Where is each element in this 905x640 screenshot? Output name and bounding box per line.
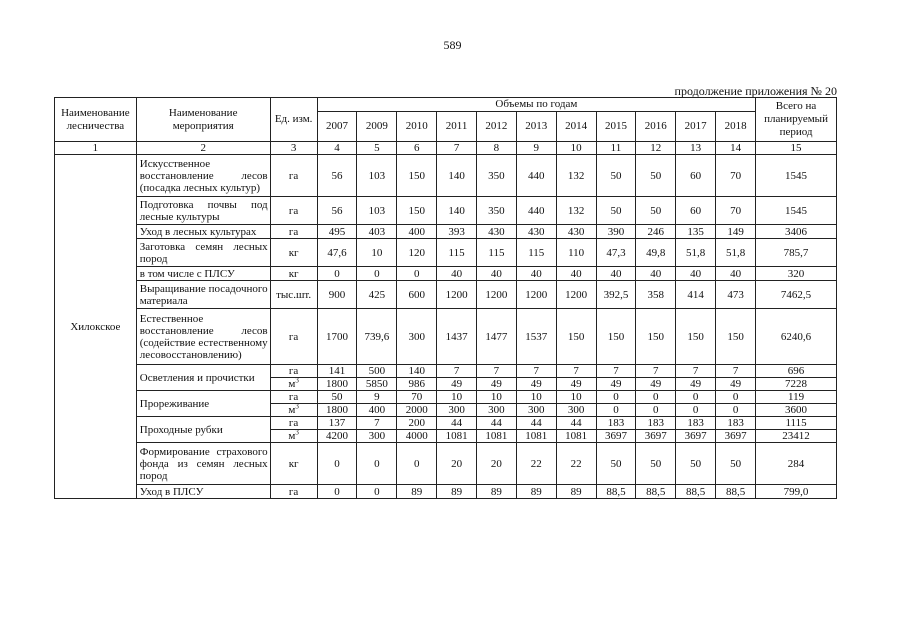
value-cell: 10 [556, 391, 596, 404]
value-cell: 150 [716, 309, 756, 365]
year-header: 2015 [596, 112, 636, 142]
value-cell: 47,3 [596, 239, 636, 267]
value-cell: 1800 [317, 404, 357, 417]
value-cell: 183 [636, 417, 676, 430]
column-number: 13 [676, 142, 716, 155]
value-cell: 430 [516, 225, 556, 239]
value-cell: 400 [357, 404, 397, 417]
header-measure: Наименование мероприятия [136, 98, 270, 142]
total-cell: 7228 [756, 378, 837, 391]
total-cell: 320 [756, 267, 837, 281]
value-cell: 132 [556, 197, 596, 225]
measure-name: в том числе с ПЛСУ [136, 267, 270, 281]
measure-name: Естественное восстановление лесов (содействие естественному лесовосстановлению) [136, 309, 270, 365]
total-cell: 119 [756, 391, 837, 404]
value-cell: 150 [397, 197, 437, 225]
value-cell: 1081 [477, 430, 517, 443]
value-cell: 440 [516, 155, 556, 197]
table-row [55, 443, 837, 485]
column-number: 2 [136, 142, 270, 155]
value-cell: 986 [397, 378, 437, 391]
value-cell: 0 [317, 443, 357, 485]
column-number: 4 [317, 142, 357, 155]
column-number: 6 [397, 142, 437, 155]
value-cell: 403 [357, 225, 397, 239]
table-row [55, 281, 837, 309]
value-cell: 149 [716, 225, 756, 239]
value-cell: 183 [676, 417, 716, 430]
value-cell: 103 [357, 197, 397, 225]
value-cell: 115 [477, 239, 517, 267]
value-cell: 150 [676, 309, 716, 365]
value-cell: 120 [397, 239, 437, 267]
value-cell: 0 [397, 267, 437, 281]
value-cell: 50 [596, 155, 636, 197]
value-cell: 44 [516, 417, 556, 430]
value-cell: 56 [317, 197, 357, 225]
value-cell: 49 [716, 378, 756, 391]
value-cell: 49 [556, 378, 596, 391]
total-cell: 3600 [756, 404, 837, 417]
value-cell: 430 [477, 225, 517, 239]
value-cell: 1200 [477, 281, 517, 309]
value-cell: 300 [397, 309, 437, 365]
value-cell: 7 [357, 417, 397, 430]
column-numbers-row [55, 142, 837, 155]
measure-name: Прореживание [136, 391, 270, 417]
value-cell: 50 [636, 443, 676, 485]
value-cell: 137 [317, 417, 357, 430]
column-number: 11 [596, 142, 636, 155]
value-cell: 7 [716, 365, 756, 378]
value-cell: 3697 [596, 430, 636, 443]
value-cell: 600 [397, 281, 437, 309]
value-cell: 1537 [516, 309, 556, 365]
value-cell: 3697 [716, 430, 756, 443]
value-cell: 50 [716, 443, 756, 485]
value-cell: 49 [596, 378, 636, 391]
value-cell: 50 [596, 197, 636, 225]
column-number: 12 [636, 142, 676, 155]
value-cell: 350 [477, 155, 517, 197]
value-cell: 7 [596, 365, 636, 378]
value-cell: 89 [477, 485, 517, 499]
year-header: 2013 [516, 112, 556, 142]
value-cell: 358 [636, 281, 676, 309]
table-row [55, 239, 837, 267]
year-header: 2010 [397, 112, 437, 142]
column-number: 3 [270, 142, 317, 155]
forestry-name: Хилокское [55, 155, 137, 499]
value-cell: 0 [676, 404, 716, 417]
value-cell: 70 [716, 155, 756, 197]
forestry-volumes-table [54, 97, 837, 499]
value-cell: 350 [477, 197, 517, 225]
table-body [55, 155, 837, 499]
total-cell: 3406 [756, 225, 837, 239]
value-cell: 150 [636, 309, 676, 365]
table-row [55, 267, 837, 281]
value-cell: 9 [357, 391, 397, 404]
value-cell: 7 [437, 365, 477, 378]
table-row [55, 197, 837, 225]
value-cell: 500 [357, 365, 397, 378]
value-cell: 246 [636, 225, 676, 239]
value-cell: 40 [676, 267, 716, 281]
value-cell: 425 [357, 281, 397, 309]
value-cell: 10 [437, 391, 477, 404]
value-cell: 0 [676, 391, 716, 404]
value-cell: 430 [556, 225, 596, 239]
value-cell: 40 [596, 267, 636, 281]
value-cell: 50 [596, 443, 636, 485]
unit-cell: $м^3$ [270, 430, 317, 443]
table-header [55, 98, 837, 155]
value-cell: 89 [516, 485, 556, 499]
value-cell: 40 [437, 267, 477, 281]
header-volumes: Объемы по годам [317, 98, 755, 112]
value-cell: 70 [397, 391, 437, 404]
measure-name: Выращивание посадочного материала [136, 281, 270, 309]
table-row [55, 155, 837, 197]
value-cell: 3697 [676, 430, 716, 443]
cubic-superscript: 3 [295, 429, 299, 437]
header-total: Всего на планируемый период [756, 98, 837, 142]
unit-cell: га [270, 485, 317, 499]
value-cell: 88,5 [636, 485, 676, 499]
table-row [55, 225, 837, 239]
column-number: 10 [556, 142, 596, 155]
column-number: 1 [55, 142, 137, 155]
value-cell: 141 [317, 365, 357, 378]
value-cell: 49 [676, 378, 716, 391]
unit-cell: тыс.шт. [270, 281, 317, 309]
value-cell: 7 [636, 365, 676, 378]
value-cell: 300 [516, 404, 556, 417]
value-cell: 7 [676, 365, 716, 378]
value-cell: 390 [596, 225, 636, 239]
value-cell: 89 [397, 485, 437, 499]
value-cell: 70 [716, 197, 756, 225]
value-cell: 49 [437, 378, 477, 391]
value-cell: 0 [357, 443, 397, 485]
value-cell: 110 [556, 239, 596, 267]
column-number: 7 [437, 142, 477, 155]
column-number: 8 [477, 142, 517, 155]
value-cell: 140 [437, 155, 477, 197]
value-cell: 392,5 [596, 281, 636, 309]
value-cell: 89 [437, 485, 477, 499]
column-number: 5 [357, 142, 397, 155]
value-cell: 0 [716, 391, 756, 404]
total-cell: 7462,5 [756, 281, 837, 309]
value-cell: 44 [437, 417, 477, 430]
table-row [55, 365, 837, 378]
unit-cell: кг [270, 443, 317, 485]
value-cell: 183 [716, 417, 756, 430]
value-cell: 1081 [437, 430, 477, 443]
year-header: 2012 [477, 112, 517, 142]
value-cell: 115 [437, 239, 477, 267]
value-cell: 0 [317, 485, 357, 499]
value-cell: 0 [716, 404, 756, 417]
value-cell: 40 [556, 267, 596, 281]
value-cell: 414 [676, 281, 716, 309]
total-cell: 1545 [756, 155, 837, 197]
value-cell: 1477 [477, 309, 517, 365]
value-cell: 495 [317, 225, 357, 239]
value-cell: 900 [317, 281, 357, 309]
value-cell: 0 [596, 391, 636, 404]
year-header: 2016 [636, 112, 676, 142]
value-cell: 0 [636, 391, 676, 404]
value-cell: 400 [397, 225, 437, 239]
table-row [55, 391, 837, 404]
value-cell: 49 [636, 378, 676, 391]
unit-cell: $м^3$ [270, 378, 317, 391]
value-cell: 183 [596, 417, 636, 430]
measure-name: Искусственное восстановление лесов (посадка лесных культур) [136, 155, 270, 197]
value-cell: 0 [317, 267, 357, 281]
value-cell: 300 [477, 404, 517, 417]
value-cell: 1437 [437, 309, 477, 365]
unit-cell: га [270, 391, 317, 404]
year-header: 2009 [357, 112, 397, 142]
value-cell: 473 [716, 281, 756, 309]
value-cell: 56 [317, 155, 357, 197]
total-cell: 696 [756, 365, 837, 378]
unit-cell: га [270, 225, 317, 239]
value-cell: 49 [477, 378, 517, 391]
value-cell: 103 [357, 155, 397, 197]
total-cell: 785,7 [756, 239, 837, 267]
column-number: 9 [516, 142, 556, 155]
value-cell: 50 [317, 391, 357, 404]
value-cell: 5850 [357, 378, 397, 391]
measure-name: Осветления и прочистки [136, 365, 270, 391]
unit-cell: га [270, 155, 317, 197]
value-cell: 1700 [317, 309, 357, 365]
value-cell: 2000 [397, 404, 437, 417]
unit-cell: $м^3$ [270, 404, 317, 417]
value-cell: 300 [357, 430, 397, 443]
measure-name: Уход в лесных культурах [136, 225, 270, 239]
column-number: 15 [756, 142, 837, 155]
value-cell: 7 [556, 365, 596, 378]
value-cell: 115 [516, 239, 556, 267]
value-cell: 40 [636, 267, 676, 281]
header-forestry: Наименование лесничества [55, 98, 137, 142]
value-cell: 4000 [397, 430, 437, 443]
table-row [55, 309, 837, 365]
cubic-superscript: 3 [295, 403, 299, 411]
value-cell: 393 [437, 225, 477, 239]
value-cell: 150 [596, 309, 636, 365]
value-cell: 4200 [317, 430, 357, 443]
value-cell: 0 [596, 404, 636, 417]
total-cell: 799,0 [756, 485, 837, 499]
header-unit: Ед. изм. [270, 98, 317, 142]
year-header: 2017 [676, 112, 716, 142]
measure-name: Уход в ПЛСУ [136, 485, 270, 499]
value-cell: 0 [357, 267, 397, 281]
value-cell: 88,5 [596, 485, 636, 499]
table-row [55, 417, 837, 430]
value-cell: 150 [556, 309, 596, 365]
value-cell: 60 [676, 155, 716, 197]
value-cell: 1800 [317, 378, 357, 391]
value-cell: 40 [716, 267, 756, 281]
unit-cell: га [270, 197, 317, 225]
value-cell: 200 [397, 417, 437, 430]
value-cell: 140 [397, 365, 437, 378]
value-cell: 10 [516, 391, 556, 404]
column-number: 14 [716, 142, 756, 155]
value-cell: 7 [477, 365, 517, 378]
value-cell: 0 [397, 443, 437, 485]
value-cell: 50 [636, 197, 676, 225]
value-cell: 22 [556, 443, 596, 485]
value-cell: 300 [437, 404, 477, 417]
cubic-superscript: 3 [295, 377, 299, 385]
measure-name: Подготовка почвы под лесные культуры [136, 197, 270, 225]
value-cell: 44 [556, 417, 596, 430]
unit-cell: га [270, 365, 317, 378]
value-cell: 132 [556, 155, 596, 197]
total-cell: 1545 [756, 197, 837, 225]
value-cell: 20 [477, 443, 517, 485]
value-cell: 300 [556, 404, 596, 417]
unit-cell: кг [270, 239, 317, 267]
measure-name: Заготовка семян лесных пород [136, 239, 270, 267]
value-cell: 739,6 [357, 309, 397, 365]
value-cell: 51,8 [716, 239, 756, 267]
value-cell: 60 [676, 197, 716, 225]
year-header: 2011 [437, 112, 477, 142]
continuation-note: продолжение приложения № 20 [674, 84, 837, 98]
value-cell: 40 [477, 267, 517, 281]
value-cell: 20 [437, 443, 477, 485]
value-cell: 88,5 [716, 485, 756, 499]
value-cell: 150 [397, 155, 437, 197]
unit-cell: га [270, 417, 317, 430]
unit-cell: кг [270, 267, 317, 281]
value-cell: 1200 [437, 281, 477, 309]
value-cell: 89 [556, 485, 596, 499]
total-cell: 6240,6 [756, 309, 837, 365]
unit-cell: га [270, 309, 317, 365]
value-cell: 1081 [516, 430, 556, 443]
value-cell: 140 [437, 197, 477, 225]
value-cell: 40 [516, 267, 556, 281]
measure-name: Проходные рубки [136, 417, 270, 443]
value-cell: 3697 [636, 430, 676, 443]
value-cell: 49 [516, 378, 556, 391]
value-cell: 7 [516, 365, 556, 378]
value-cell: 1200 [556, 281, 596, 309]
year-header: 2014 [556, 112, 596, 142]
total-cell: 23412 [756, 430, 837, 443]
value-cell: 47,6 [317, 239, 357, 267]
value-cell: 0 [636, 404, 676, 417]
value-cell: 51,8 [676, 239, 716, 267]
value-cell: 44 [477, 417, 517, 430]
value-cell: 50 [636, 155, 676, 197]
value-cell: 440 [516, 197, 556, 225]
value-cell: 1200 [516, 281, 556, 309]
value-cell: 49,8 [636, 239, 676, 267]
value-cell: 0 [357, 485, 397, 499]
value-cell: 10 [357, 239, 397, 267]
value-cell: 1081 [556, 430, 596, 443]
page-number: 589 [443, 38, 462, 52]
value-cell: 135 [676, 225, 716, 239]
total-cell: 1115 [756, 417, 837, 430]
year-header: 2018 [716, 112, 756, 142]
value-cell: 50 [676, 443, 716, 485]
year-header: 2007 [317, 112, 357, 142]
value-cell: 22 [516, 443, 556, 485]
total-cell: 284 [756, 443, 837, 485]
measure-name: Формирование страхового фонда из семян лесных пород [136, 443, 270, 485]
value-cell: 88,5 [676, 485, 716, 499]
value-cell: 10 [477, 391, 517, 404]
table-row [55, 485, 837, 499]
